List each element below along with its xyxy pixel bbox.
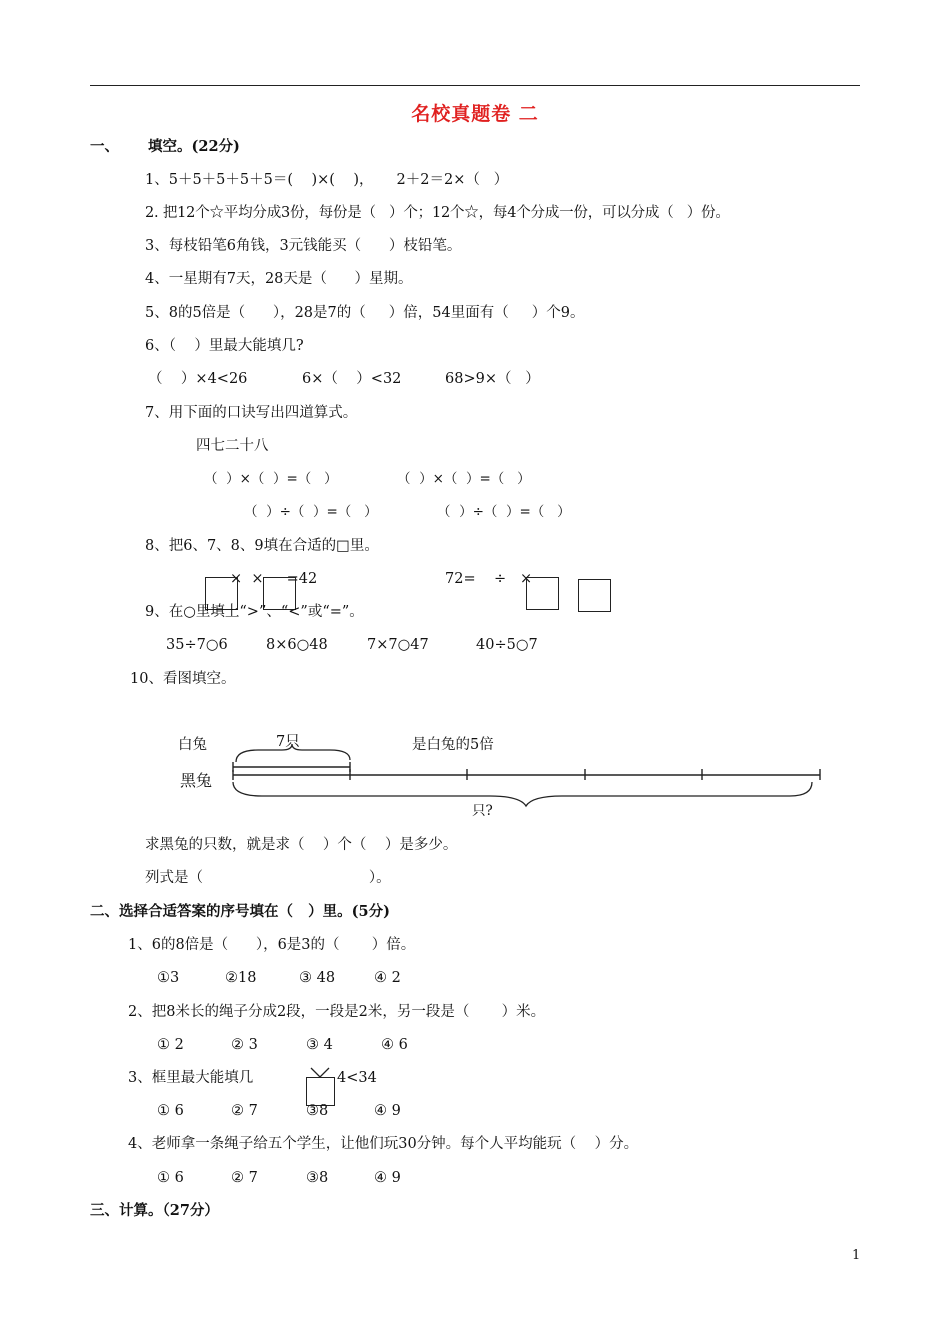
s1-question-3: 3、每枝铅笔6角钱，3元钱能买（ ）枝铅笔。: [145, 238, 462, 254]
s2-q1-option-4: ④ 2: [374, 970, 401, 986]
s2-q4-option-1: ① 6: [157, 1170, 184, 1186]
q9-item-c: 7×7○47: [367, 637, 429, 653]
s2-q1-option-3: ③ 48: [299, 970, 336, 986]
q9-item-b: 8×6○48: [266, 637, 328, 653]
s1-question-10: 10、看图填空。: [130, 671, 236, 687]
s2-question-3: 3、框里最大能填几: [128, 1070, 254, 1086]
page-number: 1: [852, 1248, 861, 1263]
q8-right-expression: 72= ÷ ×: [445, 571, 533, 587]
s2-q2-option-4: ④ 6: [381, 1037, 408, 1053]
s2-q3-option-4: ④ 9: [374, 1103, 401, 1119]
q10-sub-b: 列式是（ ）。: [145, 870, 391, 886]
five-times-label: 是白兔的5倍: [412, 737, 494, 753]
q7-rhyme: 四七二十八: [196, 438, 269, 454]
q10-sub-a: 求黑兔的只数，就是求（ ）个（ ）是多少。: [145, 837, 458, 853]
white-rabbit-label: 白兔: [178, 737, 207, 753]
seven-count-label: 7只: [276, 734, 300, 750]
s2-question-2: 2、把8米长的绳子分成2段，一段是2米，另一段是（ ）米。: [128, 1004, 546, 1020]
section3-heading: 三、计算。（27分）: [90, 1202, 219, 1219]
s2-q1-option-1: ①3: [157, 970, 180, 986]
total-question-label: 只?: [472, 803, 493, 819]
s1-question-4: 4、一星期有7天，28天是（ ）星期。: [145, 271, 413, 287]
page-title: 名校真题卷 二: [411, 103, 539, 125]
s2-q4-option-4: ④ 9: [374, 1170, 401, 1186]
s2-q3-option-2: ② 7: [231, 1103, 258, 1119]
s2-q2-option-3: ③ 4: [306, 1037, 333, 1053]
section1-heading: 填空。(22分): [148, 138, 240, 155]
q9-item-d: 40÷5○7: [476, 637, 538, 653]
s1-question-5: 5、8的5倍是（ ），28是7的（ ）倍，54里面有（ ）个9。: [145, 305, 585, 321]
q6-item-b: 6×（ ）<32: [302, 371, 402, 387]
s2-q3-option-3: ③8: [306, 1103, 329, 1119]
q7-equation-1: （ ）×（ ）=（ ）: [204, 471, 338, 487]
q6-item-c: 68>9×（ ）: [445, 371, 540, 387]
q9-item-a: 35÷7○6: [166, 637, 228, 653]
section1-number: 一、: [90, 138, 119, 155]
q8-left-expression: × × =42: [230, 571, 318, 587]
s2-question-4: 4、老师拿一条绳子给五个学生，让他们玩30分钟。每个人平均能玩（ ）分。: [128, 1136, 639, 1152]
black-rabbit-label: 黑兔: [180, 771, 213, 790]
s1-question-6: 6、（ ）里最大能填几?: [145, 338, 304, 354]
s1-question-1: 1、5＋5＋5＋5＋5＝( )×( )， 2＋2＝2×（ ）: [145, 172, 509, 188]
section2-heading: 二、选择合适答案的序号填在（ ）里。(5分): [90, 903, 390, 920]
s1-question-7: 7、用下面的口诀写出四道算式。: [145, 405, 358, 421]
s2-q3-expression: 4<34: [337, 1070, 377, 1086]
s2-question-1: 1、6的8倍是（ ），6是3的（ ）倍。: [128, 937, 416, 953]
q7-equation-4: （ ）÷（ ）=（ ）: [437, 504, 571, 520]
s2-q2-option-2: ② 3: [231, 1037, 258, 1053]
s1-question-2: 2. 把12个☆平均分成3份，每份是（ ）个；12个☆，每4个分成一份，可以分成（ ）份。: [145, 205, 730, 221]
s1-question-8: 8、把6、7、8、9填在合适的□里。: [145, 538, 379, 554]
q7-equation-2: （ ）×（ ）=（ ）: [397, 471, 531, 487]
s2-q1-option-2: ②18: [225, 970, 257, 986]
q6-item-a: （ ）×4<26: [148, 371, 248, 387]
s2-q2-option-1: ① 2: [157, 1037, 184, 1053]
s2-q4-option-2: ② 7: [231, 1170, 258, 1186]
s2-q3-option-1: ① 6: [157, 1103, 184, 1119]
s1-question-9: 9、在○里填上“>”、“<”或“=”。: [145, 604, 364, 620]
s2-q4-option-3: ③8: [306, 1170, 329, 1186]
q7-equation-3: （ ）÷（ ）=（ ）: [244, 504, 378, 520]
